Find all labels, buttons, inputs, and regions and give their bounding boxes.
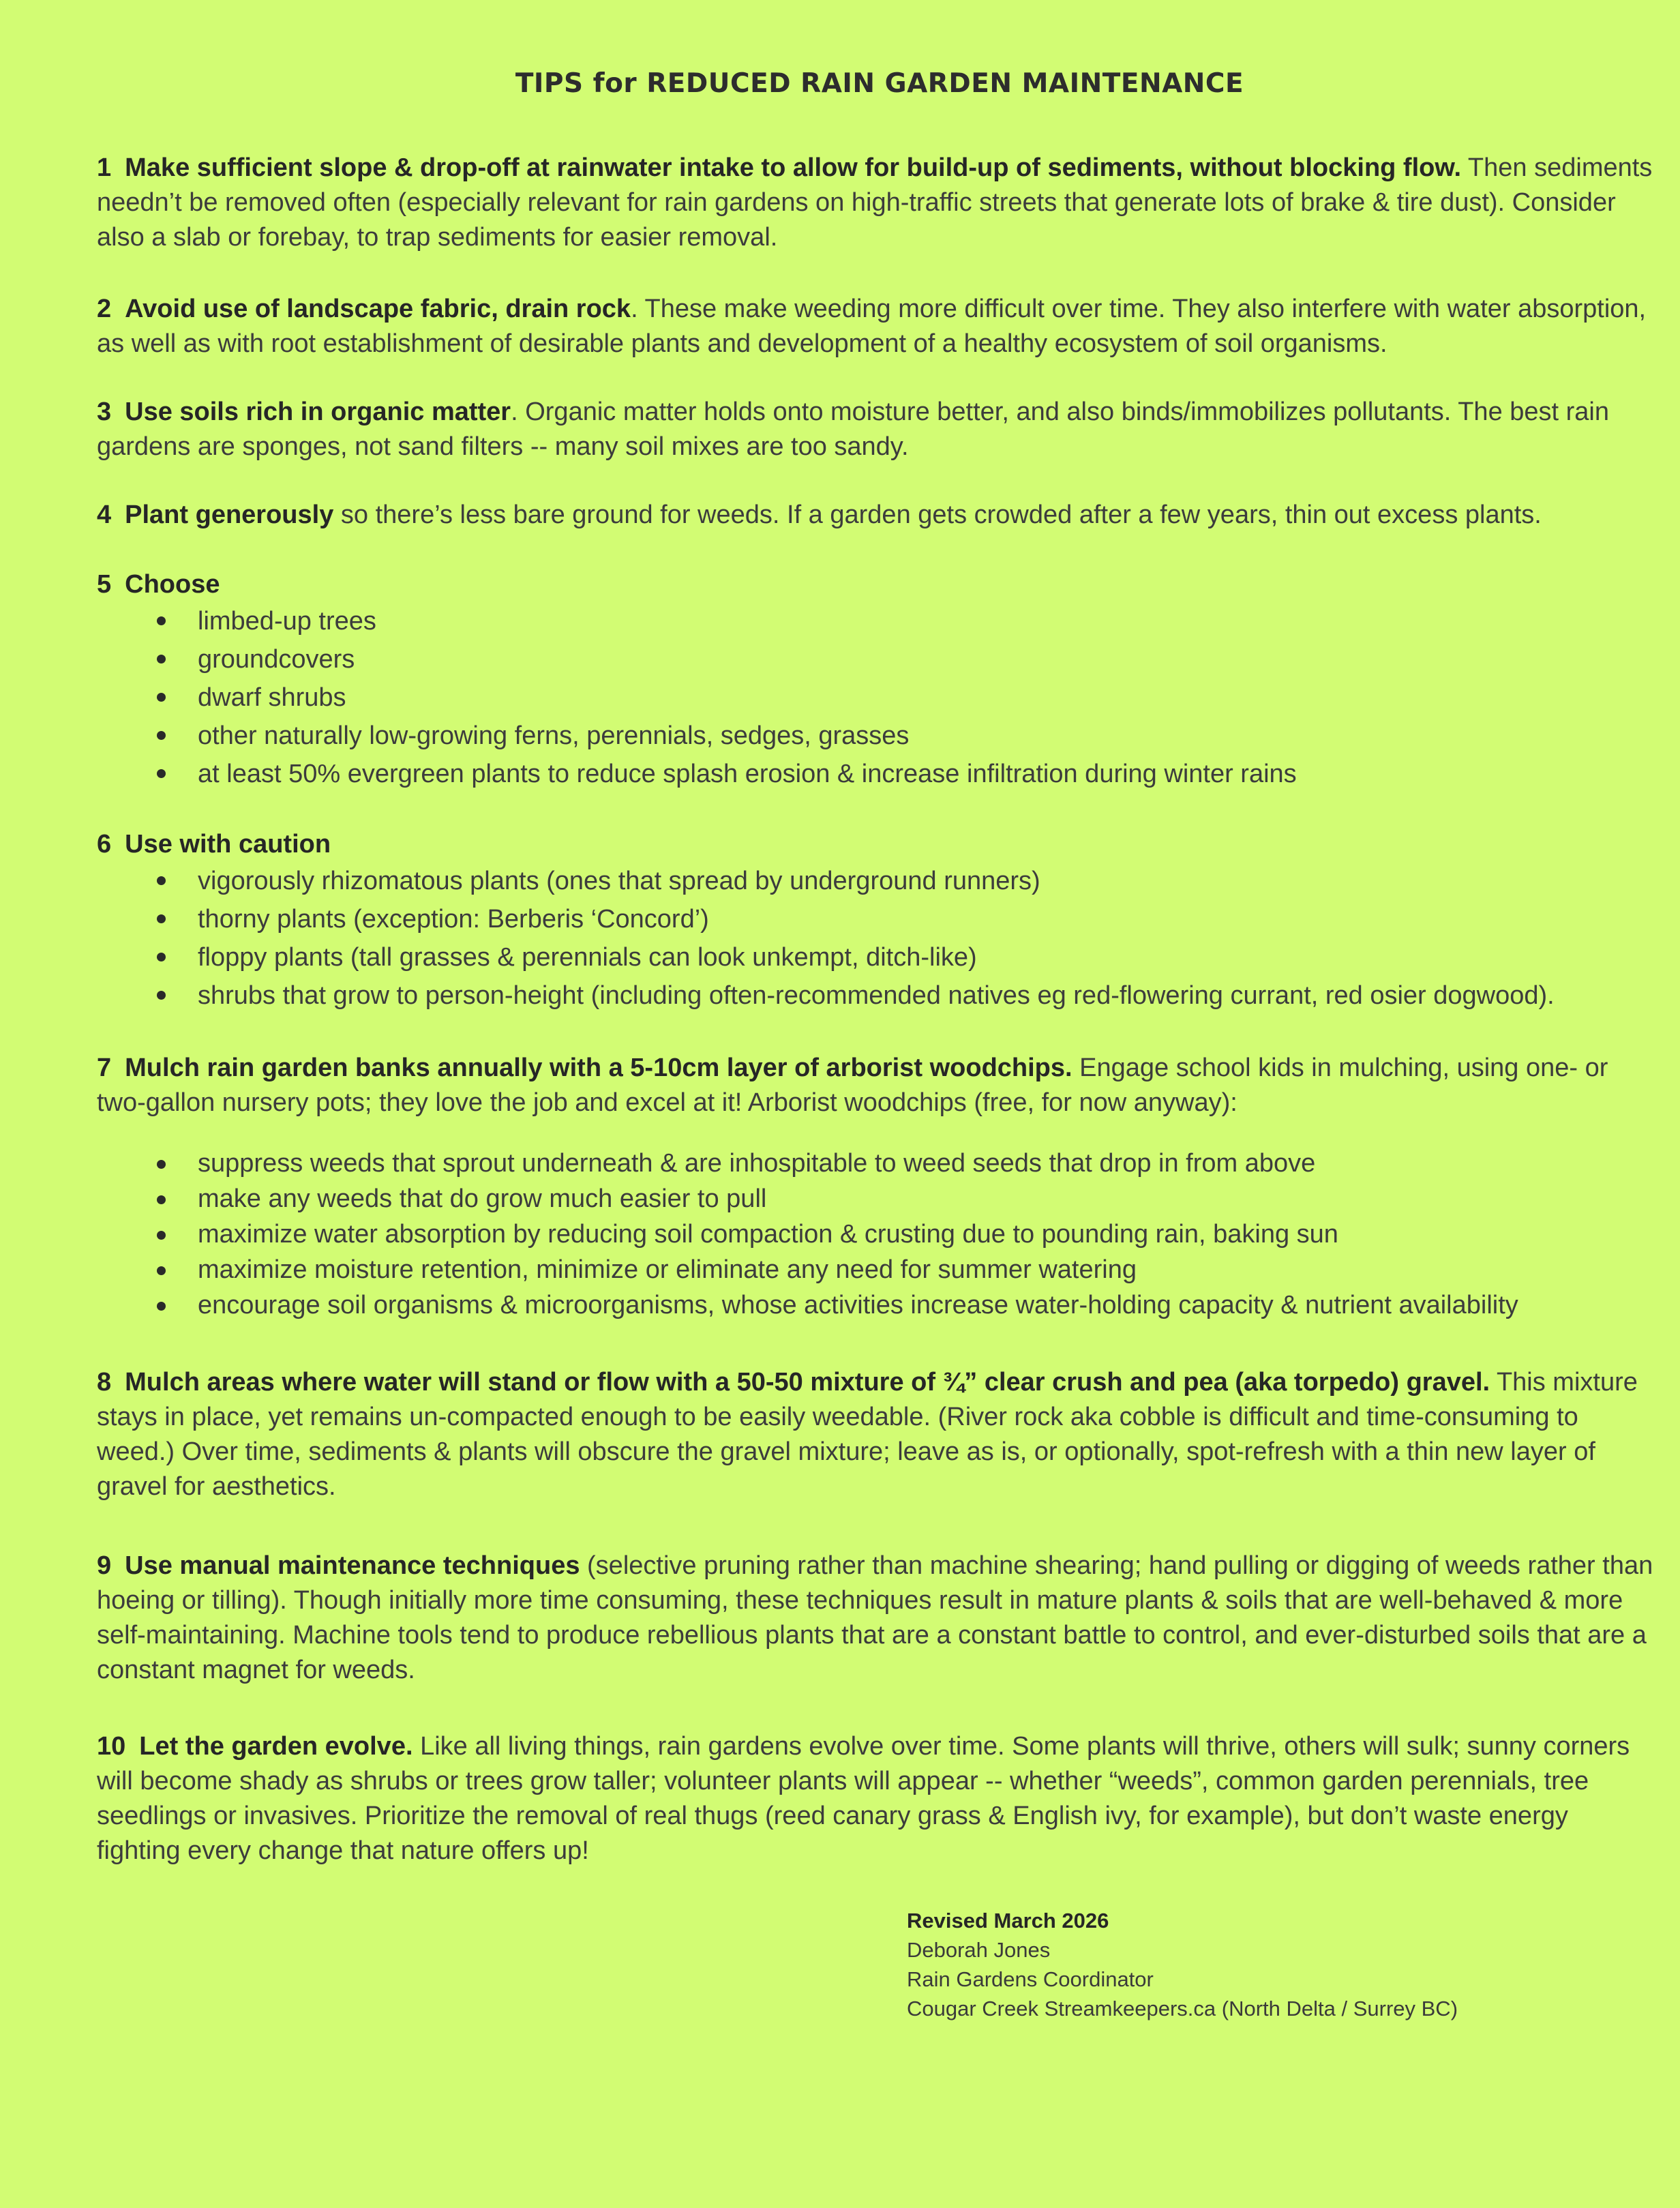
author-role: Rain Gardens Coordinator [907, 1967, 1154, 1991]
list-item: floppy plants (tall grasses & perennials can look unkempt, ditch-like) [97, 938, 1658, 976]
tip-number: 10 [97, 1732, 126, 1761]
bullet-list [97, 862, 1658, 1015]
list-item: shrubs that grow to person-height (including often-recommended natives eg red-flowering currant, red osier dogwood). [97, 976, 1658, 1015]
tip-text: This mixture stays in place, yet remains un-compacted enough to be easily weedable. (River rock aka cobble is difficult and time-consuming to weed.) Over time, sediments & plants will obscure the gravel mixture; leave as is, or optionally, spot-refresh with a thin new layer of gravel for aesthetics. [97, 1368, 1638, 1501]
signature-block [907, 1906, 1458, 2023]
list-item: groundcovers [97, 640, 1658, 678]
tip-heading: Choose [125, 570, 220, 599]
tip-number: 7 [97, 1054, 112, 1082]
list-item: maximize moisture retention, minimize or eliminate any need for summer watering [97, 1252, 1658, 1287]
tip-number: 2 [97, 295, 112, 323]
tip-10 [97, 1729, 1658, 1868]
tip-number: 9 [97, 1551, 112, 1580]
tip-7 [97, 1051, 1658, 1120]
tip-1 [97, 151, 1658, 255]
tip-text: so there’s less bare ground for weeds. If a garden gets crowded after a few years, thin out excess plants. [333, 501, 1542, 529]
tip-7-bullets [97, 1146, 1658, 1323]
tip-number: 1 [97, 153, 112, 182]
tip-6 [97, 827, 1658, 1015]
tip-text: (selective pruning rather than machine shearing; hand pulling or digging of weeds rather than hoeing or tilling). Though initially more time consuming, these techniques result in mature plants & soils that are well-behaved & more self-maintaining. Machine tools tend to produce rebellious plants that are a constant battle to control, and ever-disturbed soils that are a constant magnet for weeds. [97, 1551, 1653, 1684]
tip-8 [97, 1365, 1658, 1504]
tip-heading: Use soils rich in organic matter [125, 398, 511, 426]
tip-heading: Mulch areas where water will stand or flow with a 50-50 mixture of ¾” clear crush and pea (aka torpedo) gravel. [125, 1368, 1490, 1397]
list-item: maximize water absorption by reducing soil compaction & crusting due to pounding rain, baking sun [97, 1217, 1658, 1252]
document-title: TIPS for REDUCED RAIN GARDEN MAINTENANCE [515, 68, 1244, 99]
list-item: limbed-up trees [97, 602, 1658, 640]
list-item: vigorously rhizomatous plants (ones that spread by underground runners) [97, 862, 1658, 900]
tip-text: Engage school kids in mulching, using one- or two-gallon nursery pots; they love the job and excel at it! Arborist woodchips (free, for now anyway): [97, 1054, 1608, 1117]
list-item: make any weeds that do grow much easier to pull [97, 1181, 1658, 1217]
tip-number: 8 [97, 1368, 112, 1397]
tip-heading: Use with caution [125, 830, 331, 859]
list-item: at least 50% evergreen plants to reduce splash erosion & increase infiltration during winter rains [97, 755, 1658, 793]
tip-5 [97, 567, 1658, 793]
bullet-list [97, 602, 1658, 793]
tip-heading: Avoid use of landscape fabric, drain rock [125, 295, 631, 323]
tip-number: 6 [97, 830, 112, 859]
tip-number: 4 [97, 501, 112, 529]
tip-3 [97, 395, 1658, 464]
tip-text: Then sediments needn’t be removed often (especially relevant for rain gardens on high-traffic streets that generate lots of brake & tire dust). Consider also a slab or forebay, to trap sediments for easier removal. [97, 153, 1653, 252]
list-item: thorny plants (exception: Berberis ‘Concord’) [97, 900, 1658, 938]
revised-date: Revised March 2026 [907, 1909, 1109, 1933]
tip-heading: Mulch rain garden banks annually with a 5-10cm layer of arborist woodchips. [125, 1054, 1072, 1082]
author-name: Deborah Jones [907, 1938, 1051, 1962]
list-item: other naturally low-growing ferns, perennials, sedges, grasses [97, 717, 1658, 755]
list-item: dwarf shrubs [97, 678, 1658, 717]
list-item: suppress weeds that sprout underneath & are inhospitable to weed seeds that drop in from above [97, 1146, 1658, 1181]
bullet-list [97, 1146, 1658, 1323]
author-organization: Cougar Creek Streamkeepers.ca (North Delta / Surrey BC) [907, 1997, 1458, 2020]
tip-9 [97, 1549, 1658, 1688]
tip-heading: Use manual maintenance techniques [125, 1551, 580, 1580]
list-item: encourage soil organisms & microorganisms, whose activities increase water-holding capacity & nutrient availability [97, 1287, 1658, 1323]
tip-heading: Plant generously [125, 501, 334, 529]
tip-4 [97, 498, 1658, 533]
tip-text: . Organic matter holds onto moisture better, and also binds/immobilizes pollutants. The best rain gardens are sponges, not sand filters -- many soil mixes are too sandy. [97, 398, 1610, 461]
tip-heading: Let the garden evolve. [139, 1732, 413, 1761]
tip-number: 5 [97, 570, 112, 599]
tip-text: . These make weeding more difficult over time. They also interfere with water absorption, as well as with root establishment of desirable plants and development of a healthy ecosystem of soil organisms. [97, 295, 1647, 358]
tip-number: 3 [97, 398, 112, 426]
tip-heading: Make sufficient slope & drop-off at rainwater intake to allow for build-up of sediments, without blocking flow. [125, 153, 1462, 182]
tip-2 [97, 292, 1658, 361]
tip-text: Like all living things, rain gardens evolve over time. Some plants will thrive, others will sulk; sunny corners will become shady as shrubs or trees grow taller; volunteer plants will appear -- whether “weeds”, common garden perennials, tree seedlings or invasives. Prioritize the removal of real thugs (reed canary grass & English ivy, for example), but don’t waste energy fighting every change that nature offers up! [97, 1732, 1630, 1865]
